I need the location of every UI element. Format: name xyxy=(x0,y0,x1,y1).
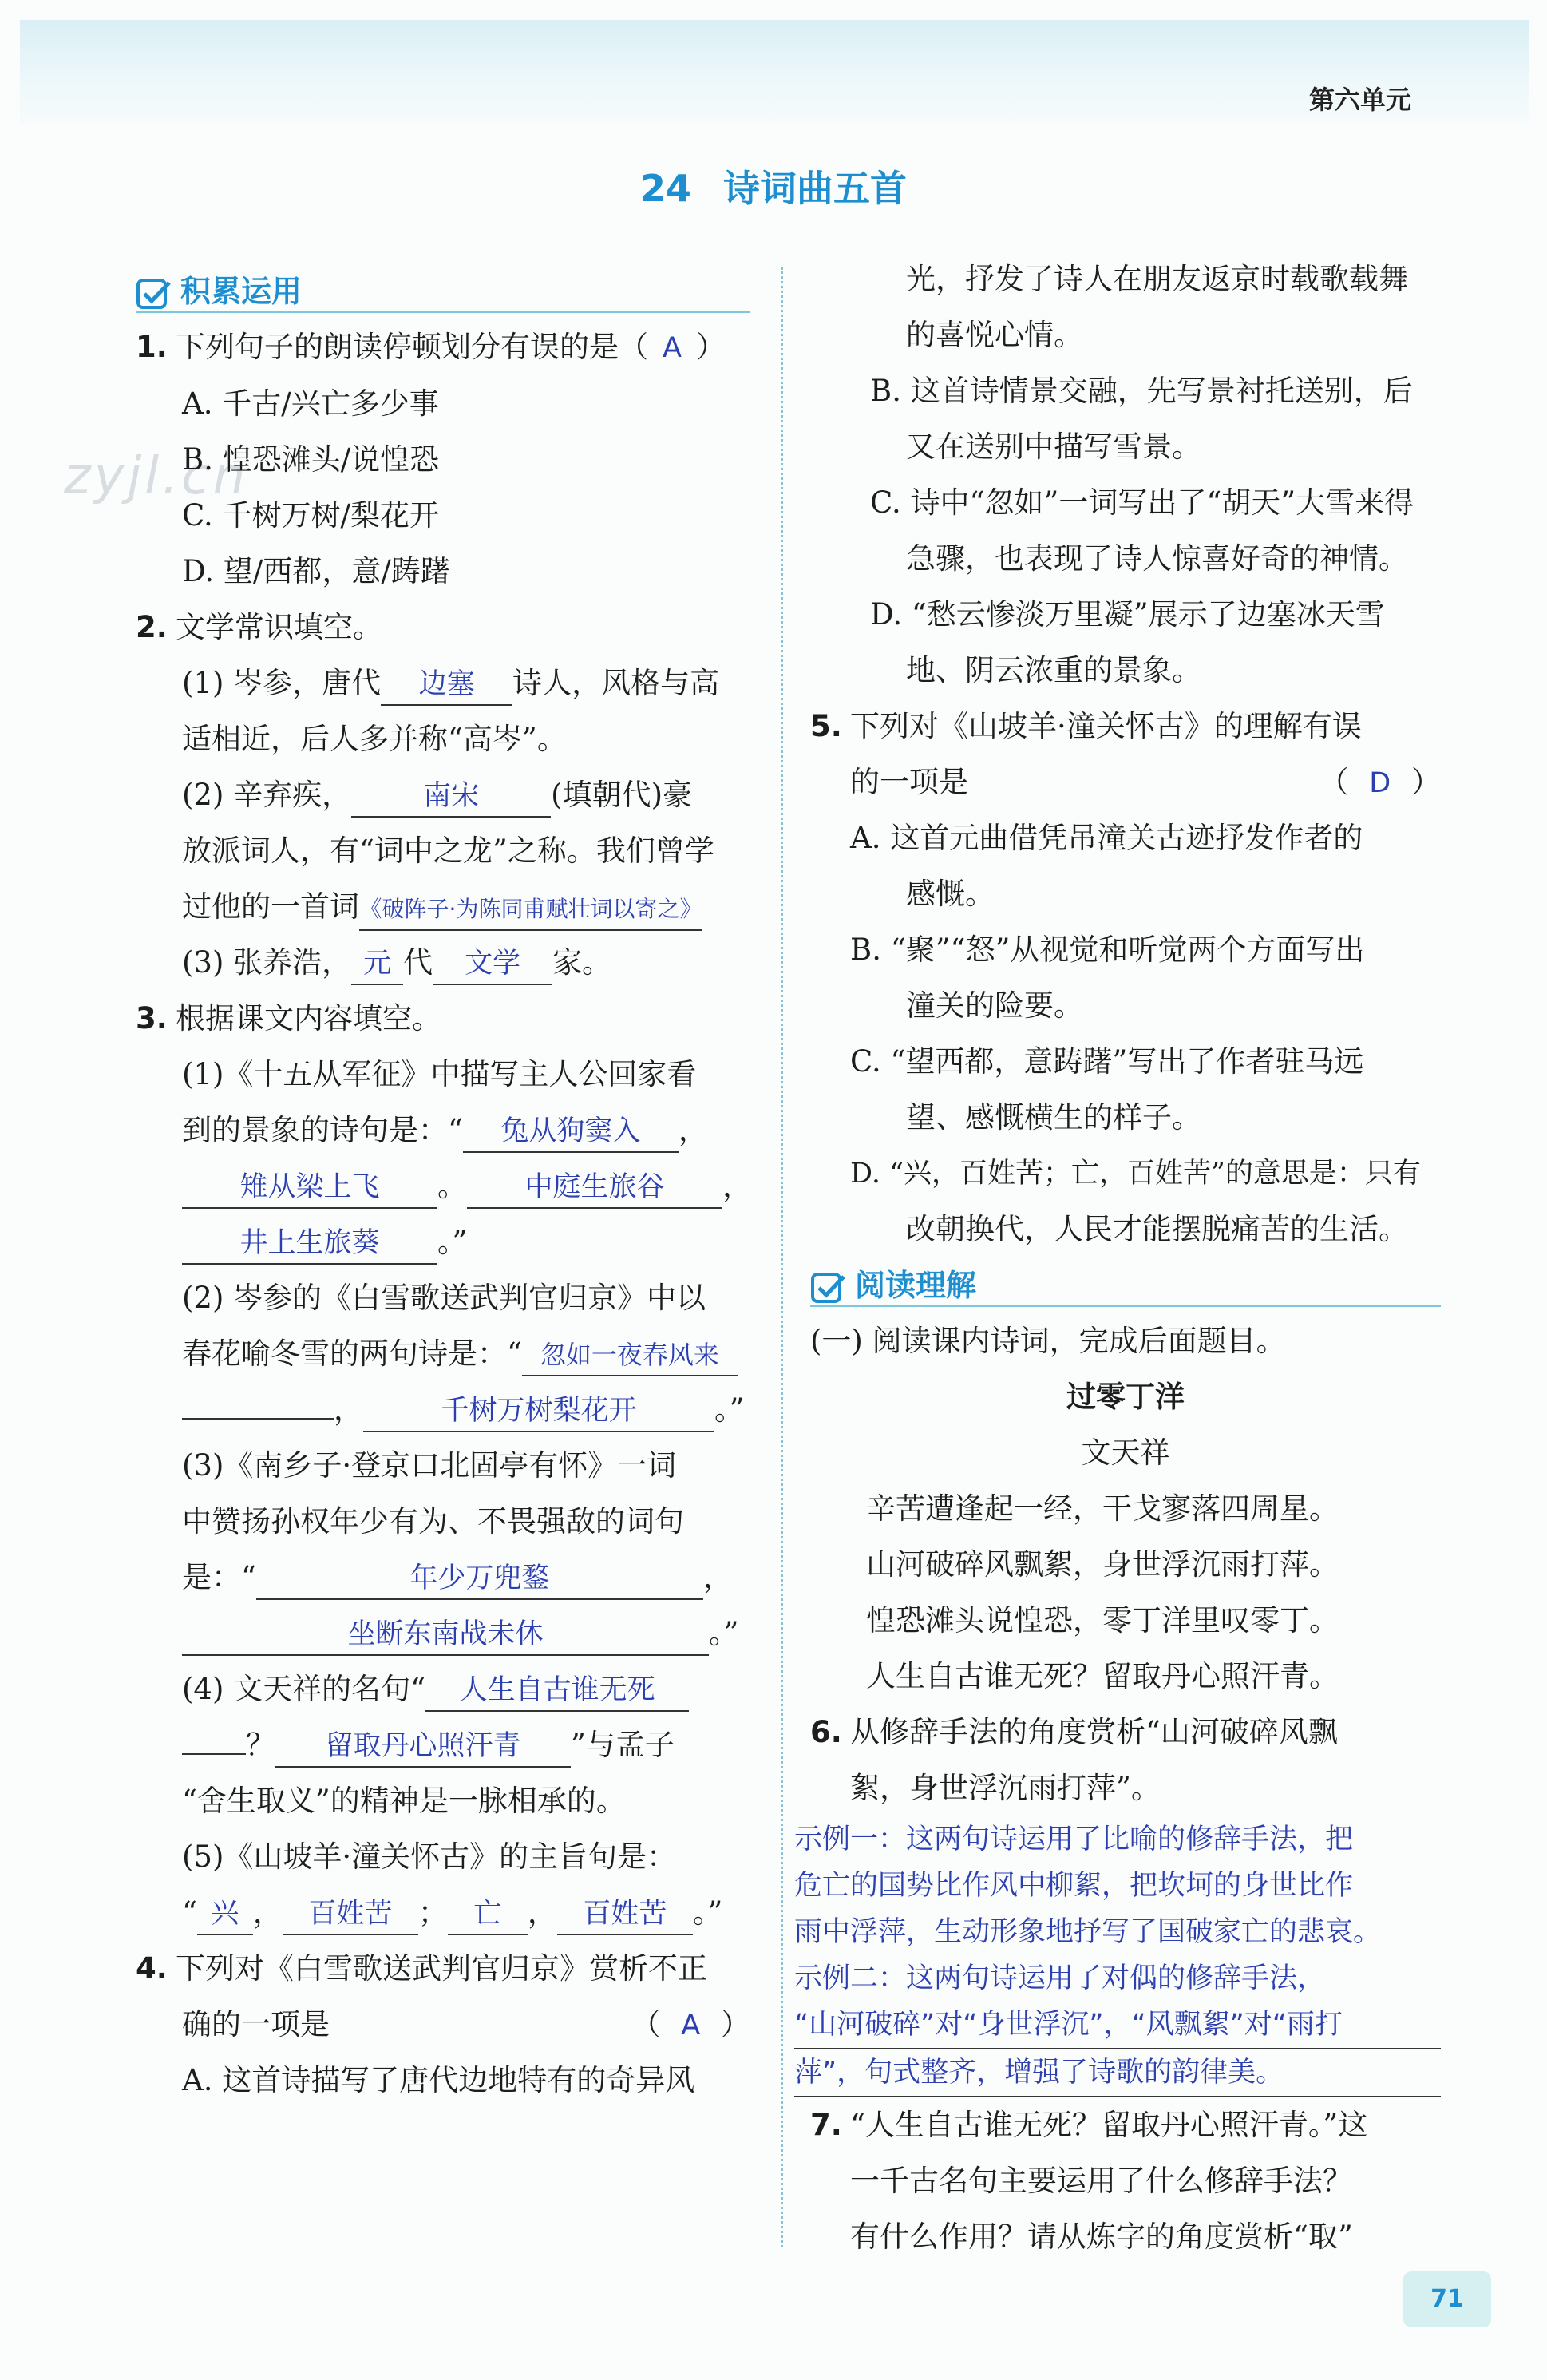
option: A. 千古/兴亡多少事 xyxy=(182,386,439,421)
unit-label: 第六单元 xyxy=(1309,85,1412,115)
answer-blank: 亡 xyxy=(448,1894,528,1935)
section-underline xyxy=(810,1305,1441,1307)
answer-blank: 中庭生旅谷 xyxy=(467,1167,722,1209)
answer-blank: 忽如一夜春风来 xyxy=(522,1335,738,1376)
answer-blank: 留取丹心照汗青 xyxy=(275,1726,571,1768)
poem-line: 山河破碎风飘絮，身世浮沉雨打萍。 xyxy=(866,1547,1339,1582)
answer-blank: 文学 xyxy=(433,944,552,985)
poem-line: 惶恐滩头说惶恐，零丁洋里叹零丁。 xyxy=(866,1603,1339,1637)
answer-blank: 雉从梁上飞 xyxy=(182,1167,437,1209)
answer: D xyxy=(1369,767,1391,799)
answer-blank: 年少万兜鍪 xyxy=(256,1558,703,1600)
answer-blank: 千树万树梨花开 xyxy=(363,1391,714,1432)
answer-blank: 元 xyxy=(351,944,403,985)
option: B. 惶恐滩头/说惶恐 xyxy=(182,442,440,477)
lesson-title-text: 诗词曲五首 xyxy=(723,167,907,210)
question-2: 2. 文学常识填空。 xyxy=(136,610,382,644)
answer-line: “山河破碎”对“身世浮沉”，“风飘絮”对“雨打 xyxy=(794,2002,1441,2049)
option: D. 望/西都，意/踌躇 xyxy=(182,554,450,588)
poem-author: 文天祥 xyxy=(1081,1436,1170,1470)
answer-blank: 百姓苦 xyxy=(283,1894,418,1935)
answer: A xyxy=(681,2010,701,2041)
check-icon xyxy=(136,278,172,310)
answer-blank: 兴 xyxy=(197,1894,253,1935)
question-3: 3. 根据课文内容填空。 xyxy=(136,1001,441,1036)
question-6: 6. 从修辞手法的角度赏析“山河破碎风飘 xyxy=(810,1715,1338,1749)
lesson-number: 24 xyxy=(639,167,691,210)
answer-line: 萍”，句式整齐，增强了诗歌的韵律美。 xyxy=(794,2049,1441,2097)
section-header-reading xyxy=(810,1257,1441,1313)
answer-blank: 南宋 xyxy=(351,776,551,818)
answer-line: 示例一：这两句诗运用了比喻的修辞手法，把 xyxy=(794,1824,1354,1855)
answer-blank: 《破阵子·为陈同甫赋壮词以寄之》 xyxy=(359,889,702,931)
question-7: 7. “人生自古谁无死？留取丹心照汗青。”这 xyxy=(810,2108,1368,2142)
page-number: 71 xyxy=(1403,2271,1491,2327)
answer-blank: 百姓苦 xyxy=(557,1894,693,1935)
answer-blank: 人生自古谁无死 xyxy=(425,1670,689,1712)
poem-line: 辛苦遭逢起一经，干戈寥落四周星。 xyxy=(866,1491,1339,1526)
section-header-accumulate xyxy=(136,263,750,319)
left-column: 积累运用 1. 下列句子的朗读停顿划分有误的是（ A ） A. 千古/兴亡多少事 B. 惶恐滩头/说惶恐 C. 千树万树/梨花开 D. 望/西都，意/踌躇 2. 文学常识填空。 (1) 岑参，唐代 边塞 诗人，风格与高 适相近，后人多并称“高岑”。 (2) 辛弃疾， 南宋 (填朝代)豪 放派词人，有“词中之龙”之称。我们曾学 过他的一首词《破阵子·为陈同甫赋壮词以寄之》 (3) 张养浩， 元 代 文学 家。 3. 根据课文内容填空。 (1)《十五从军征》中描写主人公回家看 到的景象的诗句是：“ 兔从狗窦入 ， 雉从梁上飞 。 中庭生旅谷 ， 井上生旅葵 。” (2) 岑参的《白雪歌送武判官归京》中以 春花喻冬雪的两句诗是：“ 忽如一夜春风来 ， 千树万树梨花开 。” (3)《南乡子·登京口北固亭有怀》一词 中赞扬孙权年少有为、不畏强敌的词句 是：“ 年少万兜鍪 ， 坐断东南战未休 。” (4) 文天祥的名句“ 人生自古谁无死 ？ 留取丹心照汗青 ”与孟子 “舍生取义”的精神是一脉相承的。 (5)《山坡羊·潼关怀古》的主旨句是： “ 兴 ， 百姓苦 ； 亡 ， 百姓苦 。” 4. 下列对《白雪歌送武判官归京》赏析不正 确的一项是 （ A ） A. 这首诗描写了唐代边地特有的奇异风 xyxy=(136,263,750,2109)
question-4: 4. 下列对《白雪歌送武判官归京》赏析不正 xyxy=(136,1951,707,1986)
section-underline xyxy=(136,311,750,313)
answer-blank: 兔从狗窦入 xyxy=(463,1111,679,1153)
poem-line: 人生自古谁无死？留取丹心照汗青。 xyxy=(866,1659,1339,1693)
answer-blank: 井上生旅葵 xyxy=(182,1223,437,1265)
lesson-title xyxy=(0,160,1547,212)
section-title: 积累运用 xyxy=(180,274,303,309)
answer-blank: 坐断东南战未休 xyxy=(182,1614,709,1656)
answer-line: 危亡的国势比作风中柳絮，把坎坷的身世比作 xyxy=(794,1870,1354,1902)
answer: A xyxy=(663,332,682,364)
question-1: 1. 下列句子的朗读停顿划分有误的是（ A ） xyxy=(136,330,726,364)
right-column: 光，抒发了诗人在朋友返京时载歌载舞 的喜悦心情。 B. 这首诗情景交融，先写景衬托送别，后 又在送别中描写雪景。 C. 诗中“忽如”一词写出了“胡天”大雪来得 急骤，也表现了诗人惊喜好奇的神情。 D. “愁云惨淡万里凝”展示了边塞冰天雪 地、阴云浓重的景象。 5. 下列对《山坡羊·潼关怀古》的理解有误 的一项是 （ D ） A. 这首元曲借凭吊潼关古迹抒发作者的 感慨。 B. “聚”“怒”从视觉和听觉两个方面写出 潼关的险要。 C. “望西都，意踌躇”写出了作者驻马远 望、感慨横生的样子。 D. “兴，百姓苦；亡，百姓苦”的意思是：只有 改朝换代，人民才能摆脱痛苦的生活。 阅读理解 (一) 阅读课内诗词，完成后面题目。 过零丁洋 文天祥 辛苦遭逢起一经，干戈寥落四周星。 山河破碎风飘絮，身世浮沉雨打萍。 惶恐滩头说惶恐，零丁洋里叹零丁。 人生自古谁无死？留取丹心照汗青。 6. 从修辞手法的角度赏析“山河破碎风飘 絮，身世浮沉雨打萍”。 示例一：这两句诗运用了比喻的修辞手法，把 危亡的国势比作风中柳絮，把坎坷的身世比作 雨中浮萍，生动形象地抒写了国破家亡的悲哀。 示例二：这两句诗运用了对偶的修辞手法， “山河破碎”对“身世浮沉”，“风飘絮”对“雨打 萍”，句式整齐，增强了诗歌的韵律美。 7. “人生自古谁无死？留取丹心照汗青。”这 一千古名句主要运用了什么修辞手法？ 有什么作用？请从炼字的角度赏析“取” xyxy=(794,262,1441,2254)
answer-line: 雨中浮萍，生动形象地抒写了国破家亡的悲哀。 xyxy=(794,1916,1382,1948)
question-5: 5. 下列对《山坡羊·潼关怀古》的理解有误 xyxy=(810,709,1362,743)
answer-block xyxy=(794,1816,1441,2097)
check-icon xyxy=(810,1272,847,1304)
answer-line: 示例二：这两句诗运用了对偶的修辞手法， xyxy=(794,1962,1326,1994)
header-band xyxy=(20,20,1529,124)
option: C. 千树万树/梨花开 xyxy=(182,498,439,533)
poem-title: 过零丁洋 xyxy=(1066,1380,1185,1414)
watermark: zyjl.cn xyxy=(64,447,249,506)
section-title: 阅读理解 xyxy=(855,1268,977,1303)
column-divider xyxy=(781,267,783,2247)
answer-blank: 边塞 xyxy=(381,664,512,706)
